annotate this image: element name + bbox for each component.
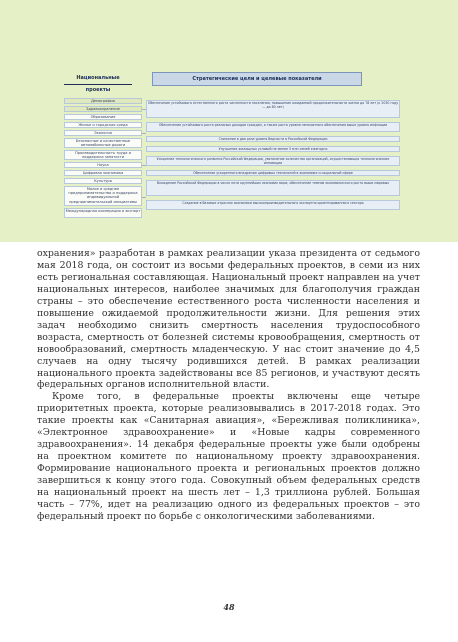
project-box-education: Образование bbox=[64, 114, 142, 120]
goal-box: Создание в базовых отраслях экономики высокопроизводительного экспортно ориентированного сектора bbox=[146, 200, 400, 210]
project-box-sme: Малое и среднее предпринимательство и поддержка индивидуальной предпринимательской инициативы bbox=[64, 186, 142, 206]
project-box-export: Международная кооперация и экспорт bbox=[64, 208, 142, 218]
goal-box: Обеспечение устойчивого естественного роста численности населения; повышение ожидаемой продолжительности жизни до 78 лет (к 2030 году — до 80 лет) bbox=[146, 100, 400, 118]
project-box-ecology: Экология bbox=[64, 130, 142, 136]
goal-box: Ускорение технологического развития Российской Федерации, увеличение количества организаций, осуществляющих технологические инновации bbox=[146, 156, 400, 166]
paragraph: Кроме того, в федеральные проекты включены еще четыре приоритетных проекта, которые реализовывались в 2017-2018 годах. Это такие проекты как «Санитарная авиация», «Бережливая поликлиника», «Электронное здравоохранение» и «Новые кадры современного здравоохранения». 14 декабря федеральные проекты уже были одобрены на проектном комитете по национальному проекту здравоохранения. Формирование национального проекта и региональных проектов должно завершиться к концу этого года. Совокупный объем федеральных средств на национальный проект на шесть лет – 1,3 триллиона рублей. Большая часть – 77%, идет на реализацию одного из федеральных проектов – это федеральный проект по борьбе с онкологическими заболеваниями. bbox=[37, 391, 420, 522]
goal-box: Обеспечение устойчивого роста реальных доходов граждан, а также роста уровня пенсионного обеспечения выше уровня инфляции bbox=[146, 122, 400, 132]
goals-column-header: Стратегические цели и целевые показатели bbox=[152, 72, 362, 86]
project-box-science: Наука bbox=[64, 162, 142, 168]
project-box-culture: Культура bbox=[64, 178, 142, 184]
goal-box: Вхождение Российской Федерации в число пяти крупнейших экономик мира, обеспечение темпов экономического роста выше мировых bbox=[146, 180, 400, 196]
paragraph: охранения» разработан в рамках реализации указа президента от седьмого мая 2018 года, он состоит из восьми федеральных проектов, в семи из них есть региональная составляющая. Национальный проект направлен на учет национальных интересов, наиболее значимых для благополучия граждан страны – это обеспечение естественного роста численности населения и повышение ожидаемой продолжительности жизни. Для решения этих задач необходимо снизить смертность населения трудоспособного возраста, смертность от болезней системы кровообращения, смертность от новообразований, смертность младенческую. У нас стоит значение до 4,5 случаев на одну тысячу родившихся детей. В рамках реализации национального проекта задействованы все 85 регионов, и участвуют десять федеральных органов исполнительной власти. bbox=[37, 248, 420, 391]
project-box-healthcare: Здравоохранение bbox=[64, 106, 142, 112]
goal-box: Снижение в два раза уровня бедности в Российской Федерации bbox=[146, 136, 400, 142]
goal-box: Улучшение жилищных условий не менее 5 млн семей ежегодно bbox=[146, 146, 400, 152]
project-box-roads: Безопасные и качественные автомобильные дороги bbox=[64, 138, 142, 148]
page-number: 48 bbox=[223, 602, 235, 612]
connector-arrow bbox=[142, 197, 146, 198]
project-box-demography: Демография bbox=[64, 98, 142, 104]
project-box-digital: Цифровая экономика bbox=[64, 170, 142, 176]
national-projects-diagram bbox=[62, 72, 400, 234]
body-text bbox=[37, 248, 420, 523]
connector-arrow bbox=[142, 133, 146, 134]
project-box-labour: Производительность труда и поддержка занятости bbox=[64, 150, 142, 160]
goal-box: Обеспечение ускоренного внедрения цифровых технологий в экономике и социальной сфере bbox=[146, 170, 400, 176]
project-box-housing: Жилье и городская среда bbox=[64, 122, 142, 128]
projects-column-header: Национальные проекты bbox=[64, 72, 132, 85]
